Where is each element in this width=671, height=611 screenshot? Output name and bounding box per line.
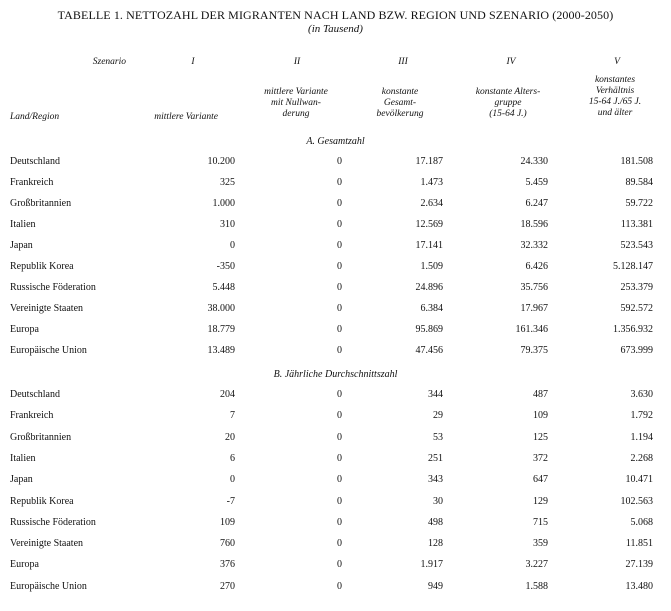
header-col4-line-2: gruppe <box>494 98 522 108</box>
header-col5 <box>565 75 665 119</box>
value-col4: 1.588 <box>525 581 548 592</box>
value-col5: 181.508 <box>620 156 653 167</box>
value-col5: 1.792 <box>630 410 653 421</box>
value-col5: 2.268 <box>630 453 653 464</box>
header-roman-4: IV <box>506 57 516 67</box>
row-name: Europa <box>10 559 39 570</box>
value-col1: 7 <box>230 410 235 421</box>
table-title: TABELLE 1. NETTOZAHL DER MIGRANTEN NACH LAND BZW. REGION UND SZENARIO (2000-2050) <box>57 8 614 22</box>
value-col1: -350 <box>216 261 235 272</box>
value-col4: 24.330 <box>520 156 548 167</box>
header-col2-line-1: mittlere Variante <box>264 87 328 97</box>
section-label-a: A. Gesamtzahl <box>306 136 365 147</box>
value-col5: 113.381 <box>620 219 653 230</box>
table-row <box>0 581 671 595</box>
table-row <box>0 389 671 403</box>
row-name: Italien <box>10 219 36 230</box>
table-row <box>0 198 671 212</box>
row-name: Vereinigte Staaten <box>10 538 84 549</box>
value-col5: 1.356.932 <box>613 324 653 335</box>
row-name: Republik Korea <box>10 496 74 507</box>
table-row <box>0 538 671 552</box>
row-name: Russische Föderation <box>10 282 96 293</box>
table-row <box>0 324 671 338</box>
value-col4: 5.459 <box>525 177 548 188</box>
table-row <box>0 474 671 488</box>
value-col3: 344 <box>428 389 443 400</box>
table-row <box>0 559 671 573</box>
table-row <box>0 240 671 254</box>
value-col4: 161.346 <box>515 324 548 335</box>
value-col2: 0 <box>337 156 342 167</box>
value-col3: 53 <box>433 432 443 443</box>
value-col5: 102.563 <box>620 496 653 507</box>
table-subtitle: (in Tausend) <box>308 23 363 35</box>
value-col5: 13.480 <box>625 581 653 592</box>
value-col3: 95.869 <box>415 324 443 335</box>
value-col2: 0 <box>337 177 342 188</box>
table-row <box>0 410 671 424</box>
value-col2: 0 <box>337 474 342 485</box>
table-row <box>0 156 671 170</box>
value-col1: 0 <box>230 240 235 251</box>
value-col2: 0 <box>337 432 342 443</box>
value-col3: 498 <box>428 517 443 528</box>
value-col5: 673.999 <box>620 345 653 356</box>
value-col1: 38.000 <box>207 303 235 314</box>
value-col4: 17.967 <box>520 303 548 314</box>
table-row <box>0 453 671 467</box>
value-col1: 270 <box>220 581 235 592</box>
value-col5: 592.572 <box>620 303 653 314</box>
value-col3: 949 <box>428 581 443 592</box>
table-row <box>0 282 671 296</box>
value-col2: 0 <box>337 198 342 209</box>
value-col5: 1.194 <box>630 432 653 443</box>
table-row <box>0 345 671 359</box>
value-col1: 6 <box>230 453 235 464</box>
row-name: Japan <box>10 474 33 485</box>
value-col4: 647 <box>533 474 548 485</box>
value-col4: 715 <box>533 517 548 528</box>
value-col1: 325 <box>220 177 235 188</box>
table-row <box>0 432 671 446</box>
row-name: Deutschland <box>10 389 60 400</box>
value-col2: 0 <box>337 219 342 230</box>
value-col4: 79.375 <box>520 345 548 356</box>
value-col2: 0 <box>337 324 342 335</box>
value-col1: 109 <box>220 517 235 528</box>
value-col2: 0 <box>337 261 342 272</box>
value-col1: 10.200 <box>207 156 235 167</box>
row-name: Japan <box>10 240 33 251</box>
value-col2: 0 <box>337 240 342 251</box>
value-col4: 125 <box>533 432 548 443</box>
table-row <box>0 177 671 191</box>
value-col3: 47.456 <box>415 345 443 356</box>
table-row <box>0 517 671 531</box>
value-col3: 1.917 <box>420 559 443 570</box>
header-roman-1: I <box>191 57 195 67</box>
value-col2: 0 <box>337 496 342 507</box>
header-col4 <box>458 87 558 120</box>
value-col4: 129 <box>533 496 548 507</box>
value-col5: 3.630 <box>630 389 653 400</box>
value-col5: 11.851 <box>625 538 653 549</box>
value-col3: 128 <box>428 538 443 549</box>
row-name: Vereinigte Staaten <box>10 303 84 314</box>
value-col5: 5.068 <box>630 517 653 528</box>
header-col5-line-1: konstantes <box>594 75 636 85</box>
header-col5-line-4: und älter <box>597 108 633 118</box>
value-col4: 35.756 <box>520 282 548 293</box>
value-col2: 0 <box>337 581 342 592</box>
row-name: Deutschland <box>10 156 60 167</box>
value-col4: 359 <box>533 538 548 549</box>
table-row <box>0 496 671 510</box>
value-col3: 24.896 <box>415 282 443 293</box>
value-col4: 18.596 <box>520 219 548 230</box>
row-name: Europa <box>10 324 39 335</box>
header-roman-2: II <box>293 57 301 67</box>
value-col1: 0 <box>230 474 235 485</box>
header-szenario: Szenario <box>92 57 126 67</box>
value-col4: 487 <box>533 389 548 400</box>
value-col4: 3.227 <box>525 559 548 570</box>
table-row <box>0 303 671 317</box>
value-col2: 0 <box>337 303 342 314</box>
value-col1: 5.448 <box>212 282 235 293</box>
header-col5-line-2: Verhältnis <box>595 86 635 96</box>
value-col1: 20 <box>225 432 235 443</box>
value-col4: 372 <box>533 453 548 464</box>
row-name: Europäische Union <box>10 581 87 592</box>
value-col3: 343 <box>428 474 443 485</box>
header-col1 <box>130 112 218 123</box>
value-col3: 17.187 <box>415 156 443 167</box>
value-col2: 0 <box>337 282 342 293</box>
value-col3: 12.569 <box>415 219 443 230</box>
value-col3: 1.473 <box>420 177 443 188</box>
row-name: Russische Föderation <box>10 517 96 528</box>
value-col1: 13.489 <box>207 345 235 356</box>
value-col5: 27.139 <box>625 559 653 570</box>
table-row <box>0 261 671 275</box>
value-col1: 1.000 <box>212 198 235 209</box>
value-col1: 18.779 <box>207 324 235 335</box>
header-col3 <box>355 87 445 120</box>
header-col3-line-1: konstante <box>381 87 419 97</box>
value-col5: 89.584 <box>625 177 653 188</box>
value-col5: 523.543 <box>620 240 653 251</box>
header-col3-line-2: Gesamt- <box>383 98 417 108</box>
value-col3: 251 <box>428 453 443 464</box>
row-name: Frankreich <box>10 177 54 188</box>
header-col5-line-3: 15-64 J./65 J. <box>588 97 642 107</box>
value-col3: 1.509 <box>420 261 443 272</box>
value-col4: 32.332 <box>520 240 548 251</box>
header-col1-line-1: mittlere Variante <box>154 112 218 122</box>
value-col4: 6.247 <box>525 198 548 209</box>
value-col1: 204 <box>220 389 235 400</box>
value-col1: 760 <box>220 538 235 549</box>
value-col2: 0 <box>337 389 342 400</box>
value-col3: 17.141 <box>415 240 443 251</box>
value-col4: 109 <box>533 410 548 421</box>
header-land-region: Land/Region <box>10 112 60 122</box>
value-col1: 310 <box>220 219 235 230</box>
value-col2: 0 <box>337 345 342 356</box>
value-col4: 6.426 <box>525 261 548 272</box>
value-col5: 5.128.147 <box>613 261 653 272</box>
value-col2: 0 <box>337 410 342 421</box>
value-col5: 10.471 <box>625 474 653 485</box>
value-col1: 376 <box>220 559 235 570</box>
value-col5: 253.379 <box>620 282 653 293</box>
row-name: Großbritannien <box>10 198 72 209</box>
value-col2: 0 <box>337 453 342 464</box>
value-col3: 2.634 <box>420 198 443 209</box>
table-row <box>0 219 671 233</box>
value-col2: 0 <box>337 517 342 528</box>
header-col3-line-3: bevölkerung <box>376 109 424 119</box>
header-col2-line-3: derung <box>282 109 310 119</box>
section-label-b: B. Jährliche Durchschnittszahl <box>273 369 398 380</box>
value-col5: 59.722 <box>625 198 653 209</box>
value-col2: 0 <box>337 538 342 549</box>
value-col2: 0 <box>337 559 342 570</box>
header-roman-5: V <box>614 57 620 67</box>
row-name: Frankreich <box>10 410 54 421</box>
value-col1: -7 <box>226 496 235 507</box>
value-col3: 30 <box>433 496 443 507</box>
row-name: Italien <box>10 453 36 464</box>
row-name: Europäische Union <box>10 345 87 356</box>
header-roman-3: III <box>398 57 408 67</box>
header-col2-line-2: mit Nullwan- <box>271 98 321 108</box>
header-col4-line-3: (15-64 J.) <box>489 109 527 119</box>
value-col3: 29 <box>433 410 443 421</box>
value-col3: 6.384 <box>420 303 443 314</box>
header-col2 <box>246 87 346 120</box>
header-col4-line-1: konstante Alters- <box>475 87 541 97</box>
row-name: Republik Korea <box>10 261 74 272</box>
row-name: Großbritannien <box>10 432 72 443</box>
